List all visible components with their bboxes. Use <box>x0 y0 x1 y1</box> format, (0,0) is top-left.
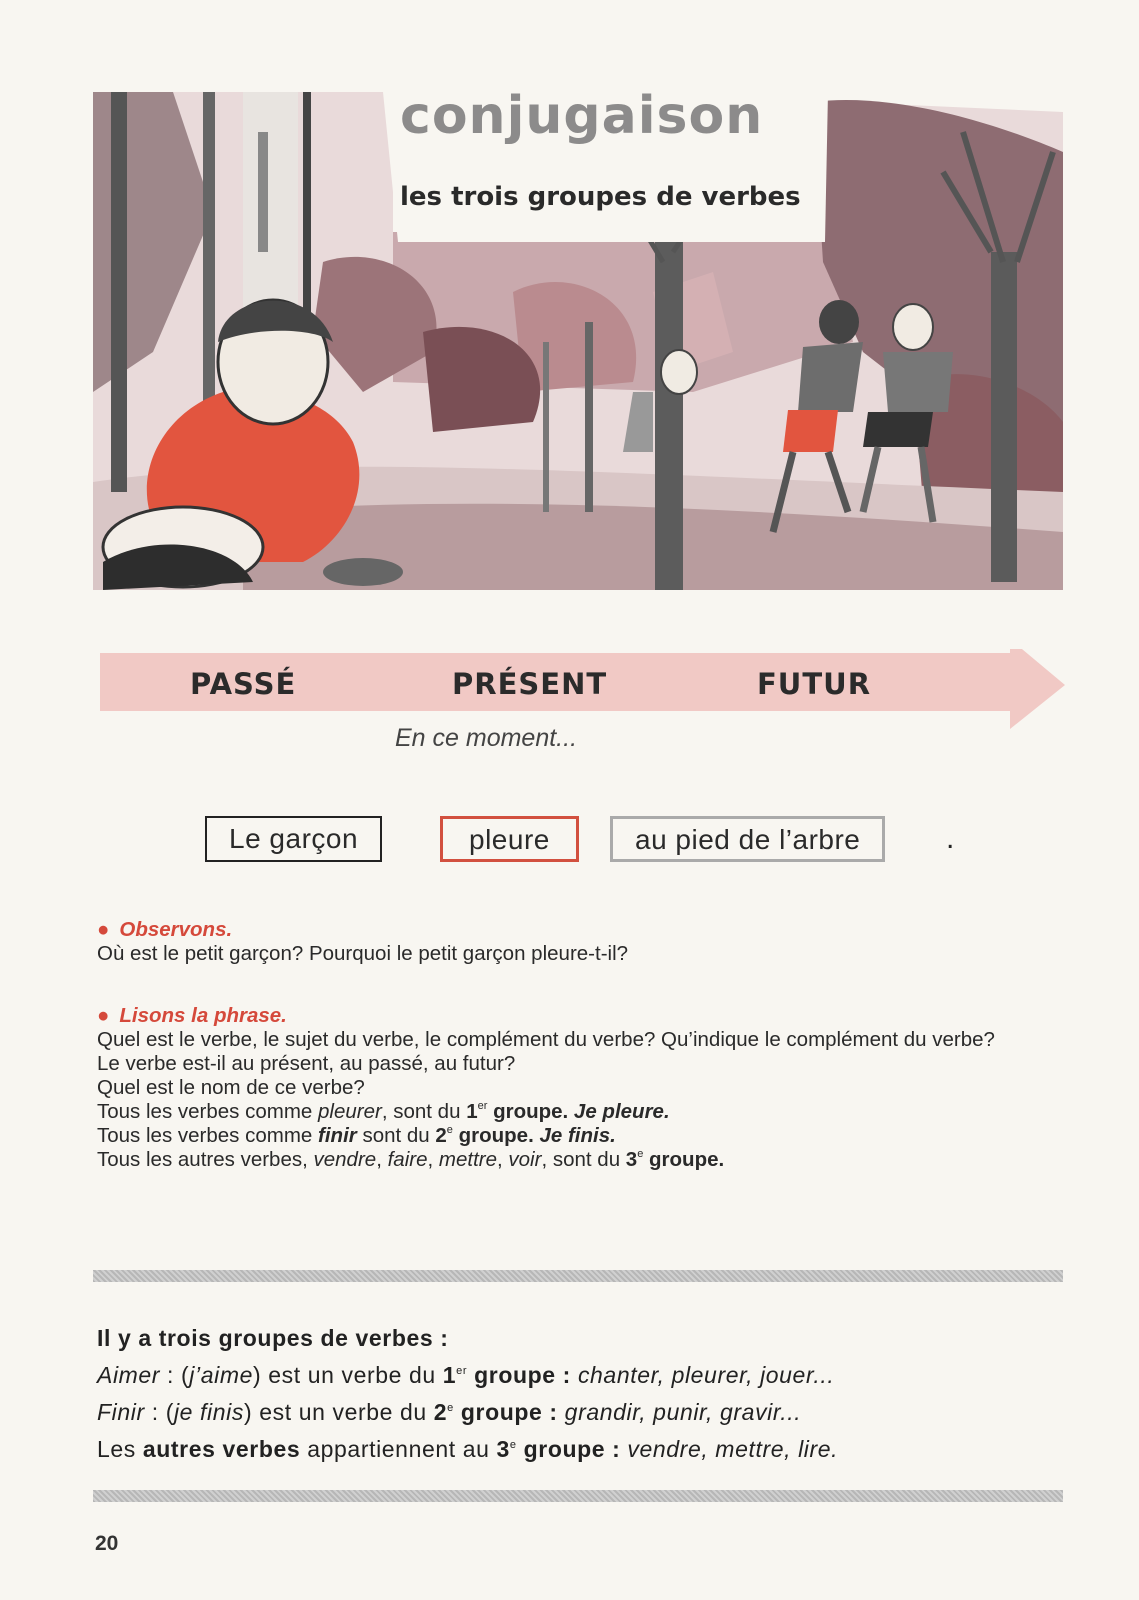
page-title: conjugaison <box>400 86 764 146</box>
lisons-line-2: Le verbe est-il au présent, au passé, au futur? <box>97 1052 516 1075</box>
lisons-line-6: Tous les autres verbes, vendre, faire, mettre, voir, sont du 3e groupe. <box>97 1148 725 1171</box>
timeline-future: FUTUR <box>757 667 872 701</box>
summary-title: Il y a trois groupes de verbes : <box>97 1325 449 1351</box>
subject-box: Le garçon <box>205 816 382 862</box>
verb-box: pleure <box>440 816 579 862</box>
timeline-caption: En ce moment... <box>395 724 578 752</box>
summary-row-2: Finir : (je finis) est un verbe du 2e groupe : grandir, punir, gravir... <box>97 1399 802 1425</box>
summary-row-3: Les autres verbes appartiennent au 3e groupe : vendre, mettre, lire. <box>97 1436 839 1462</box>
page-number: 20 <box>95 1532 119 1555</box>
observons-section <box>97 918 1087 966</box>
summary-row-1: Aimer : (j’aime) est un verbe du 1er groupe : chanter, pleurer, jouer... <box>97 1362 835 1388</box>
sentence-period: . <box>946 822 955 855</box>
observons-heading: ● Observons. <box>97 918 233 941</box>
lisons-line-3: Quel est le nom de ce verbe? <box>97 1076 365 1099</box>
complement-box: au pied de l’arbre <box>610 816 885 862</box>
lisons-heading: ● Lisons la phrase. <box>97 1004 287 1027</box>
lisons-line-4: Tous les verbes comme pleurer, sont du 1er groupe. Je pleure. <box>97 1100 670 1123</box>
lisons-line-1: Quel est le verbe, le sujet du verbe, le complément du verbe? Qu’indique le complément du verbe? <box>97 1028 995 1051</box>
timeline-past: PASSÉ <box>190 667 297 701</box>
lisons-section <box>97 1004 1087 1172</box>
lisons-line-5: Tous les verbes comme finir sont du 2e groupe. Je finis. <box>97 1124 616 1147</box>
forest-illustration <box>93 92 1063 590</box>
top-rule <box>93 1270 1063 1282</box>
summary-box <box>97 1320 1077 1468</box>
bottom-rule <box>93 1490 1063 1502</box>
timeline-present: PRÉSENT <box>452 667 608 701</box>
page-subtitle: les trois groupes de verbes <box>400 182 801 212</box>
observons-text: Où est le petit garçon? Pourquoi le petit garçon pleure-t-il? <box>97 942 629 965</box>
